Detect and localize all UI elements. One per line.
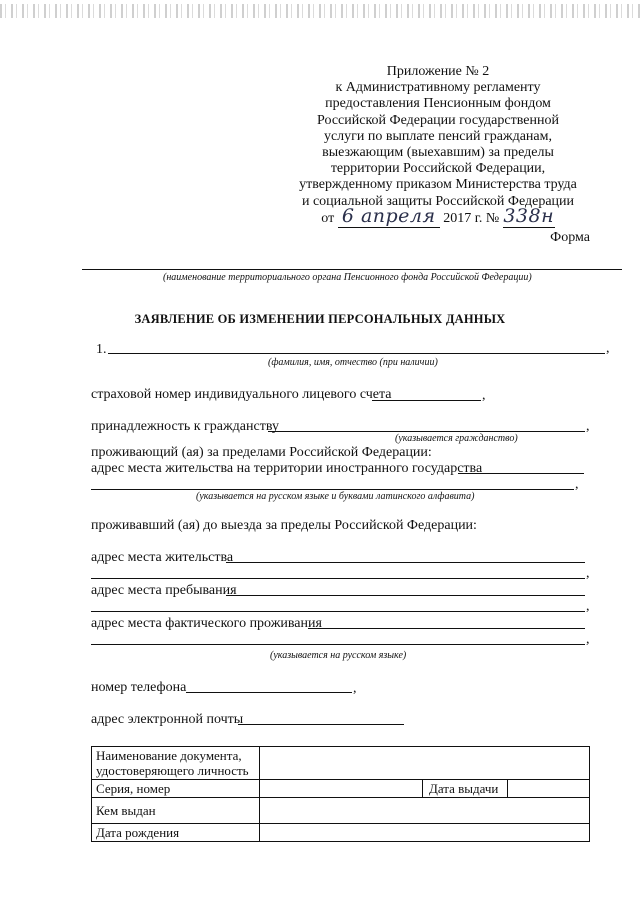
annex-line: услуги по выплате пенсий гражданам, xyxy=(323,128,553,144)
organ-caption: (наименование территориального органа Пенсионного фонда Российской Федерации) xyxy=(163,272,532,283)
foreign-address-label: адрес места жительства на территории иностранного государства xyxy=(91,461,483,476)
foreign-address-line[interactable] xyxy=(458,473,584,474)
comma: , xyxy=(586,599,590,614)
handwritten-order-number: 338н xyxy=(503,204,555,227)
birth-date-cell[interactable] xyxy=(260,824,590,842)
citizenship-line[interactable] xyxy=(268,431,585,432)
snils-label: страховой номер индивидуального лицевого счета xyxy=(91,387,392,402)
issued-by-cell[interactable] xyxy=(260,798,590,824)
comma: , xyxy=(586,632,590,647)
residing-abroad-heading: проживающий (ая) за пределами Российской Федерации: xyxy=(91,445,432,460)
doc-name-cell[interactable] xyxy=(260,747,590,780)
issue-date-cell[interactable] xyxy=(508,780,590,798)
series-cell[interactable] xyxy=(260,780,423,798)
issue-date-label: Дата выдачи xyxy=(423,780,508,798)
snils-line[interactable] xyxy=(372,400,481,401)
stay-line[interactable] xyxy=(226,595,585,596)
form-label: Форма xyxy=(550,230,590,245)
page-title: ЗАЯВЛЕНИЕ ОБ ИЗМЕНЕНИИ ПЕРСОНАЛЬНЫХ ДАННЫХ xyxy=(134,312,506,326)
annex-line: утвержденному приказом Министерства труда xyxy=(299,177,577,193)
annex-line: выезжающим (выехавшим) за пределы xyxy=(322,145,554,161)
item-number: 1. xyxy=(96,342,107,357)
email-label: адрес электронной почты xyxy=(91,712,244,727)
fio-caption: (фамилия, имя, отчество (при наличии) xyxy=(268,357,438,368)
actual-residence-line[interactable] xyxy=(308,628,585,629)
actual-residence-line-2[interactable] xyxy=(91,644,585,645)
annex-line: предоставления Пенсионным фондом xyxy=(325,96,551,112)
series-label: Серия, номер xyxy=(92,780,260,798)
order-line xyxy=(288,204,588,228)
russian-caption: (указывается на русском языке) xyxy=(270,650,407,661)
annex-line: территории Российской Федерации, xyxy=(330,161,546,177)
comma: , xyxy=(482,388,486,403)
annex-line: и социальной защиты Российской Федерации xyxy=(301,193,575,209)
comma: , xyxy=(586,419,590,434)
annex-line: Приложение № 2 xyxy=(386,64,490,79)
comma: , xyxy=(575,477,579,492)
foreign-address-caption: (указывается на русском языке и буквами латинского алфавита) xyxy=(196,491,475,502)
annex-header xyxy=(288,64,588,228)
email-line[interactable] xyxy=(238,724,404,725)
phone-label: номер телефона xyxy=(91,680,187,695)
citizenship-label: принадлежность к гражданству xyxy=(91,419,279,434)
residence-line-2[interactable] xyxy=(91,578,585,579)
order-year: 2017 г. № xyxy=(443,210,500,226)
id-document-table xyxy=(91,746,590,842)
residence-line[interactable] xyxy=(226,562,585,563)
stay-line-2[interactable] xyxy=(91,611,585,612)
comma: , xyxy=(353,681,357,696)
annex-line: Российской Федерации государственной xyxy=(317,112,559,128)
comma: , xyxy=(586,566,590,581)
organ-line[interactable] xyxy=(82,269,622,270)
comma: , xyxy=(606,341,610,356)
foreign-address-line-2[interactable] xyxy=(91,489,574,490)
handwritten-date: 6 апреля xyxy=(341,204,436,227)
stay-label: адрес места пребывания xyxy=(91,583,237,598)
doc-name-label: Наименование документа, удостоверяющего личность xyxy=(92,747,260,780)
citizenship-caption: (указывается гражданство) xyxy=(395,433,518,444)
issued-by-label: Кем выдан xyxy=(92,798,260,824)
birth-date-label: Дата рождения xyxy=(92,824,260,842)
actual-residence-label: адрес места фактического проживания xyxy=(91,616,322,631)
residence-label: адрес места жительства xyxy=(91,550,234,565)
phone-line[interactable] xyxy=(186,692,352,693)
lived-before-heading: проживавший (ая) до выезда за пределы Российской Федерации: xyxy=(91,518,477,533)
annex-line: к Административному регламенту xyxy=(335,80,541,96)
fio-line[interactable] xyxy=(108,353,605,354)
order-prefix: от xyxy=(321,210,335,226)
scan-noise-strip xyxy=(0,4,640,18)
